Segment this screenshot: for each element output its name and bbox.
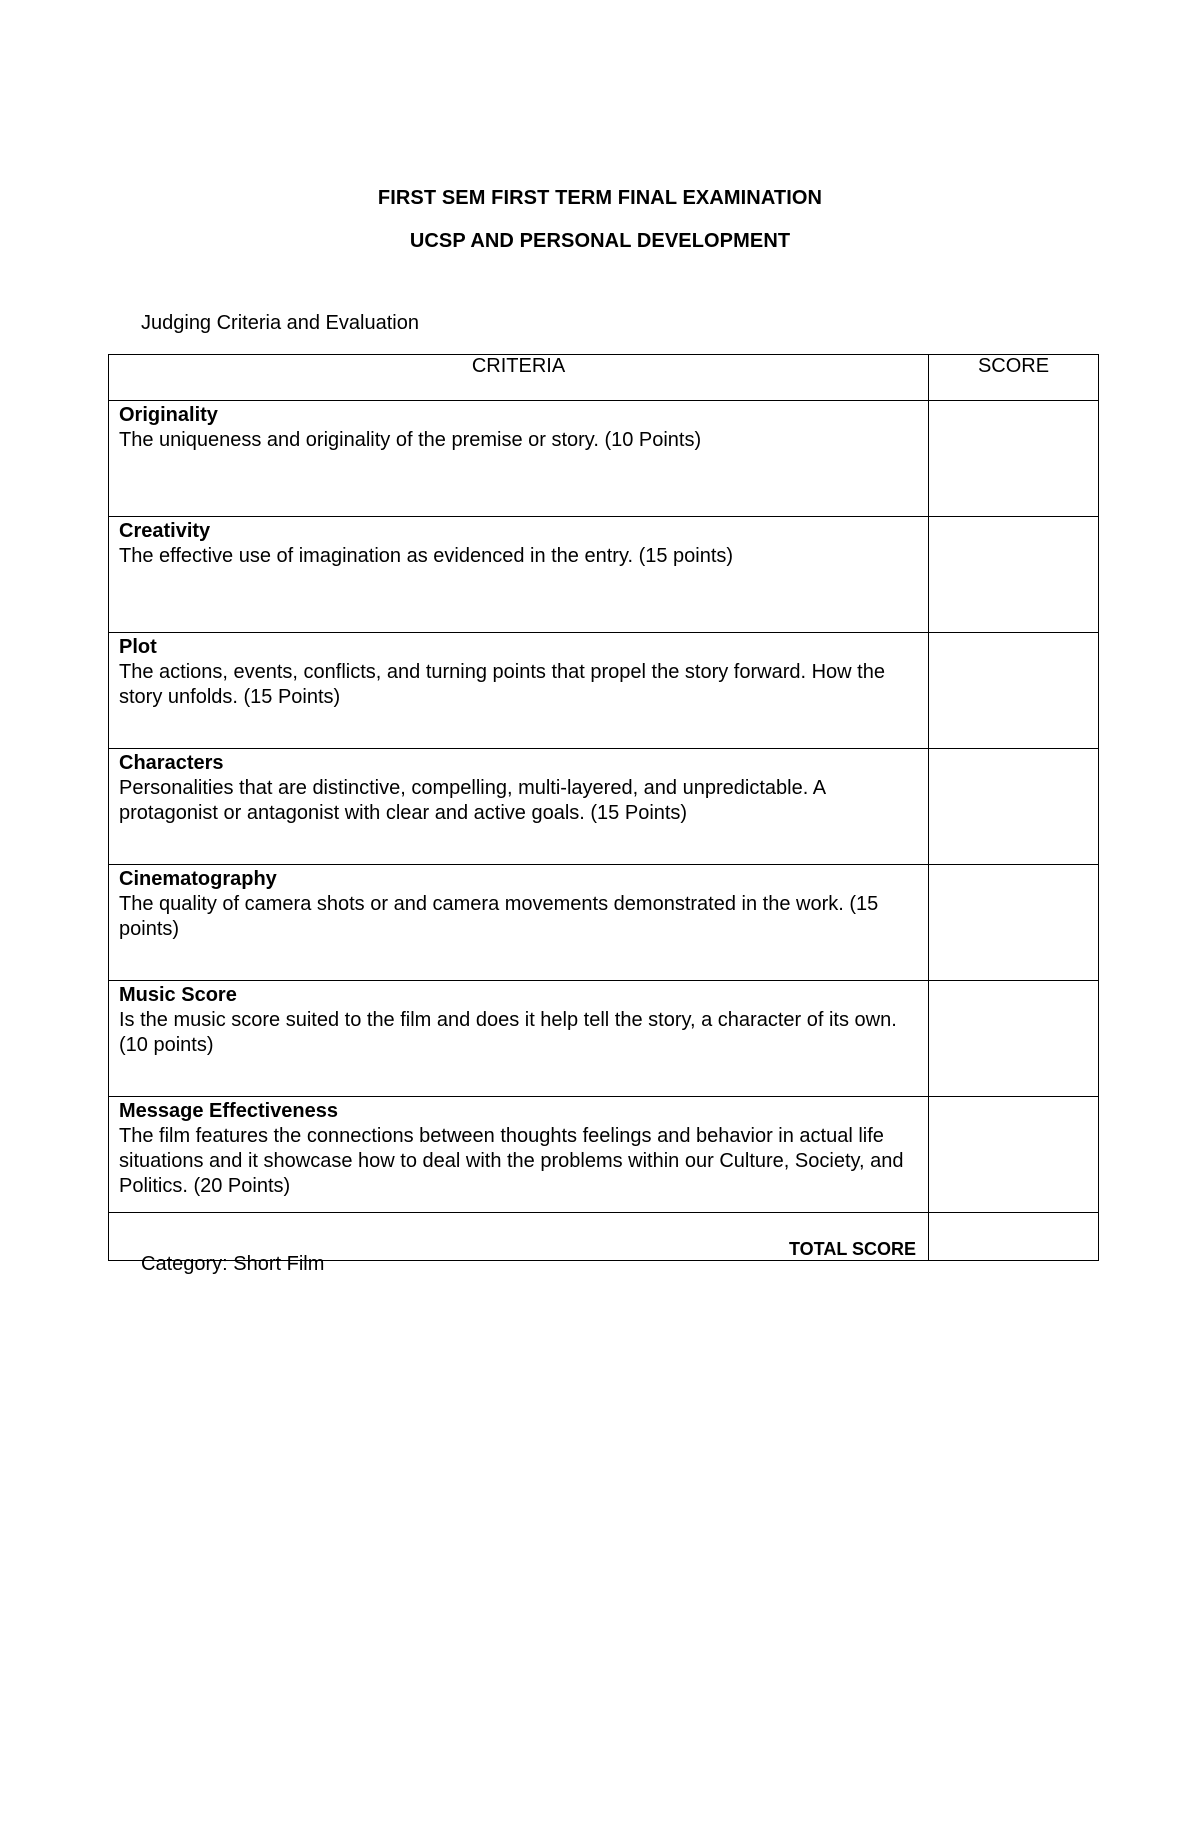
score-cell	[929, 401, 1099, 517]
score-cell	[929, 981, 1099, 1097]
criteria-name: Plot	[119, 636, 157, 658]
table-row	[109, 633, 1099, 749]
score-cell	[929, 517, 1099, 633]
score-cell	[929, 749, 1099, 865]
criteria-description: The film features the connections between thoughts feelings and behavior in actual life situations and it showcase how to deal with the problems within our Culture, Society, and Politics. (20 Points)	[119, 1125, 904, 1197]
criteria-description: The quality of camera shots or and camera movements demonstrated in the work. (15 points)	[119, 893, 879, 940]
criteria-cell	[109, 1097, 929, 1213]
criteria-cell	[109, 749, 929, 865]
table-row	[109, 1097, 1099, 1213]
criteria-cell	[109, 401, 929, 517]
criteria-description: The effective use of imagination as evidenced in the entry. (15 points)	[119, 545, 734, 567]
criteria-cell	[109, 517, 929, 633]
score-column-header: SCORE	[929, 355, 1099, 401]
table-row	[109, 865, 1099, 981]
table-header-row	[109, 355, 1099, 401]
score-cell	[929, 633, 1099, 749]
criteria-name: Music Score	[119, 984, 237, 1006]
table-row	[109, 981, 1099, 1097]
table-row	[109, 749, 1099, 865]
criteria-description: The actions, events, conflicts, and turning points that propel the story forward. How the story unfolds. (15 Points)	[119, 661, 885, 708]
table-row	[109, 517, 1099, 633]
category-label: Category: Short Film	[141, 1253, 325, 1275]
section-intro: Judging Criteria and Evaluation	[141, 312, 419, 334]
criteria-description: The uniqueness and originality of the premise or story. (10 Points)	[119, 429, 702, 451]
score-cell	[929, 865, 1099, 981]
criteria-description: Personalities that are distinctive, compelling, multi-layered, and unpredictable. A protagonist or antagonist with clear and active goals. (15 Points)	[119, 777, 825, 824]
criteria-name: Cinematography	[119, 868, 277, 890]
document-subtitle: UCSP AND PERSONAL DEVELOPMENT	[409, 230, 791, 252]
criteria-cell	[109, 633, 929, 749]
criteria-name: Originality	[119, 404, 218, 426]
criteria-name: Creativity	[119, 520, 211, 542]
criteria-cell	[109, 981, 929, 1097]
total-score-cell	[929, 1213, 1099, 1261]
table-row	[109, 401, 1099, 517]
criteria-name: Message Effectiveness	[119, 1100, 339, 1122]
total-score-label: TOTAL SCORE	[109, 1213, 929, 1261]
criteria-name: Characters	[119, 752, 224, 774]
criteria-column-header: CRITERIA	[109, 355, 929, 401]
score-cell	[929, 1097, 1099, 1213]
criteria-description: Is the music score suited to the film and does it help tell the story, a character of its own. (10 points)	[119, 1009, 897, 1056]
criteria-table	[108, 354, 1099, 1261]
criteria-cell	[109, 865, 929, 981]
document-title: FIRST SEM FIRST TERM FINAL EXAMINATION	[377, 187, 823, 209]
